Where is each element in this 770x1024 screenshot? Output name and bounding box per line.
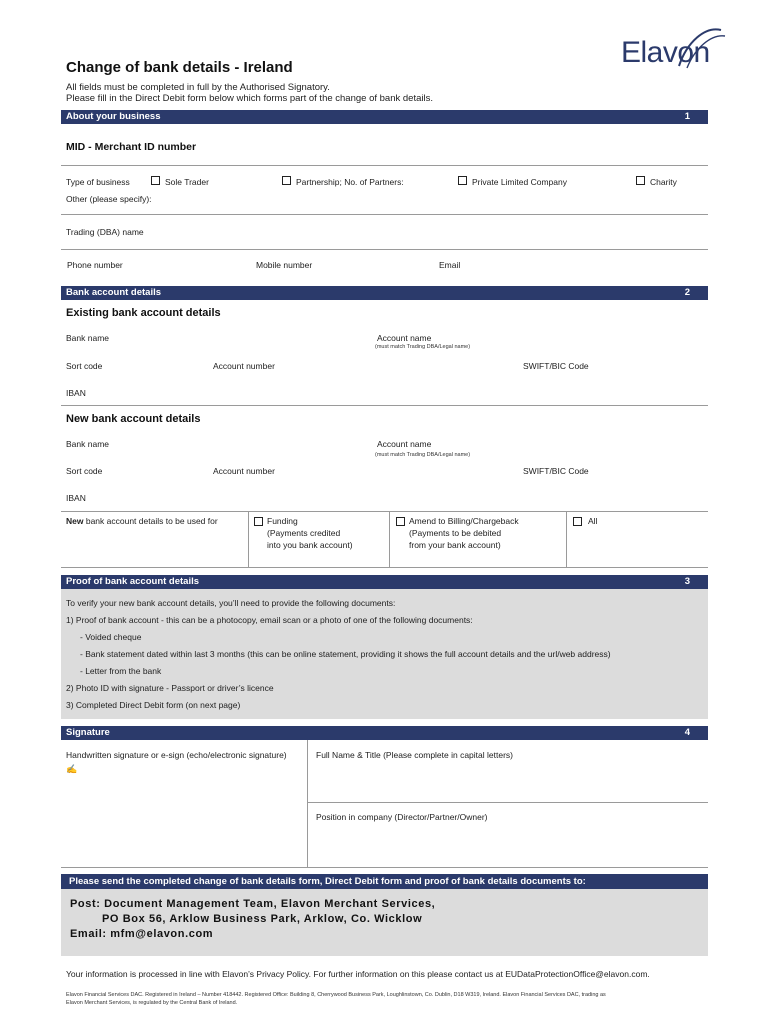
bank-name-label: Bank name [66, 439, 109, 449]
iban-label: IBAN [66, 493, 86, 503]
legal-line-2: Elavon Merchant Services, is regulated by the Central Bank of Ireland. [66, 1000, 238, 1006]
full-name-label: Full Name & Title (Please complete in capital letters) [316, 750, 513, 760]
intro-line-2: Please fill in the Direct Debit form below which forms part of the change of bank details. [66, 93, 433, 104]
legal-line-1: Elavon Financial Services DAC. Registered in Ireland – Number 418442. Registered Office: Building 8, Cherrywood Business Park, Loughlinstown, Co. Dublin, D18 W319, Ireland. Elavon Financial Services DAC, trading as [66, 992, 606, 998]
section-bar-bank-details [61, 286, 708, 300]
proof-line: - Voided cheque [80, 632, 142, 642]
partnership-checkbox[interactable] [282, 176, 291, 185]
section-bar-signature [61, 726, 708, 740]
all-label: All [588, 516, 598, 526]
privacy-text: Your information is processed in line with Elavon’s Privacy Policy. For further information on this please contact us at EUDataProtectionOffice@elavon.com. [66, 969, 650, 979]
section-title: Proof of bank account details [66, 576, 200, 587]
column-divider [389, 511, 390, 567]
phone-label: Phone number [67, 260, 123, 270]
divider [61, 511, 708, 512]
charity-checkbox[interactable] [636, 176, 645, 185]
section-number: 3 [684, 576, 690, 587]
send-bar-text: Please send the completed change of bank details form, Direct Debit form and proof of bank details documents to: [69, 876, 586, 887]
signature-label: Handwritten signature or e-sign (echo/electronic signature) [66, 750, 287, 760]
existing-account-heading: Existing bank account details [66, 307, 221, 319]
swift-label: SWIFT/BIC Code [523, 466, 589, 476]
email-label: Email [439, 260, 461, 270]
proof-line: To verify your new bank account details, you’ll need to provide the following documents: [66, 598, 396, 608]
sole-trader-label: Sole Trader [165, 177, 209, 187]
section-bar-proof [61, 575, 708, 589]
column-divider [307, 740, 308, 867]
account-name-label: Account name [377, 439, 432, 449]
amend-line-1: Amend to Billing/Chargeback [409, 516, 519, 526]
amend-line-3: from your bank account) [409, 540, 501, 550]
logo-text: Elavon [621, 36, 710, 69]
sort-code-label: Sort code [66, 361, 103, 371]
bank-name-label: Bank name [66, 333, 109, 343]
iban-label: IBAN [66, 388, 86, 398]
intro-line-1: All fields must be completed in full by the Authorised Signatory. [66, 82, 330, 93]
page-title: Change of bank details - Ireland [66, 59, 293, 76]
usage-bold: New [66, 516, 84, 526]
proof-line: - Letter from the bank [80, 666, 162, 676]
section-number: 4 [684, 727, 690, 738]
send-bar [61, 874, 708, 889]
divider [61, 249, 708, 250]
divider [61, 405, 708, 406]
type-of-business-label: Type of business [66, 177, 130, 187]
elavon-logo [617, 22, 727, 74]
mobile-label: Mobile number [256, 260, 313, 270]
swift-label: SWIFT/BIC Code [523, 361, 589, 371]
account-number-label: Account number [213, 361, 275, 371]
sort-code-label: Sort code [66, 466, 103, 476]
account-name-note: (must match Trading DBA/Legal name) [375, 452, 471, 458]
column-divider [566, 511, 567, 567]
mid-label: MID - Merchant ID number [66, 141, 197, 153]
proof-line: 2) Photo ID with signature - Passport or driver’s licence [66, 683, 274, 693]
usage-rest: bank account details to be used for [83, 516, 218, 526]
funding-line-1: Funding [267, 516, 298, 526]
pen-icon[interactable]: ✍ [66, 764, 78, 774]
section-number: 1 [684, 111, 690, 122]
other-specify-label: Other (please specify): [66, 194, 152, 204]
funding-line-2: (Payments credited [267, 528, 341, 538]
divider [61, 165, 708, 166]
email-line: Email: mfm@elavon.com [70, 928, 214, 940]
proof-line: 3) Completed Direct Debit form (on next page) [66, 700, 241, 710]
account-name-label: Account name [377, 333, 432, 343]
post-line-2: PO Box 56, Arklow Business Park, Arklow, Co. Wicklow [102, 913, 423, 925]
trading-name-label: Trading (DBA) name [66, 227, 144, 237]
funding-line-3: into you bank account) [267, 540, 353, 550]
proof-line: 1) Proof of bank account - this can be a photocopy, email scan or a photo of one of the following documents: [66, 615, 473, 625]
private-limited-label: Private Limited Company [472, 177, 567, 187]
post-line-1: Post: Document Management Team, Elavon Merchant Services, [70, 898, 436, 910]
divider [307, 802, 708, 803]
account-name-note: (must match Trading DBA/Legal name) [375, 344, 471, 350]
charity-label: Charity [650, 177, 677, 187]
column-divider [248, 511, 249, 567]
sole-trader-checkbox[interactable] [151, 176, 160, 185]
divider [61, 867, 708, 868]
partnership-label: Partnership; No. of Partners: [296, 177, 404, 187]
amend-line-2: (Payments to be debited [409, 528, 502, 538]
position-label: Position in company (Director/Partner/Owner) [316, 812, 488, 822]
account-number-label: Account number [213, 466, 275, 476]
divider [61, 214, 708, 215]
section-bar-about-business [61, 110, 708, 124]
section-title: Bank account details [66, 287, 162, 298]
all-checkbox[interactable] [573, 517, 582, 526]
divider [61, 567, 708, 568]
funding-checkbox[interactable] [254, 517, 263, 526]
section-number: 2 [684, 287, 690, 298]
amend-checkbox[interactable] [396, 517, 405, 526]
section-title: Signature [66, 727, 110, 738]
proof-line: - Bank statement dated within last 3 months (this can be online statement, providing it shows the full account details and the url/web address) [80, 649, 611, 659]
section-title: About your business [66, 111, 161, 122]
private-limited-checkbox[interactable] [458, 176, 467, 185]
new-account-heading: New bank account details [66, 413, 201, 425]
usage-label [66, 516, 218, 526]
